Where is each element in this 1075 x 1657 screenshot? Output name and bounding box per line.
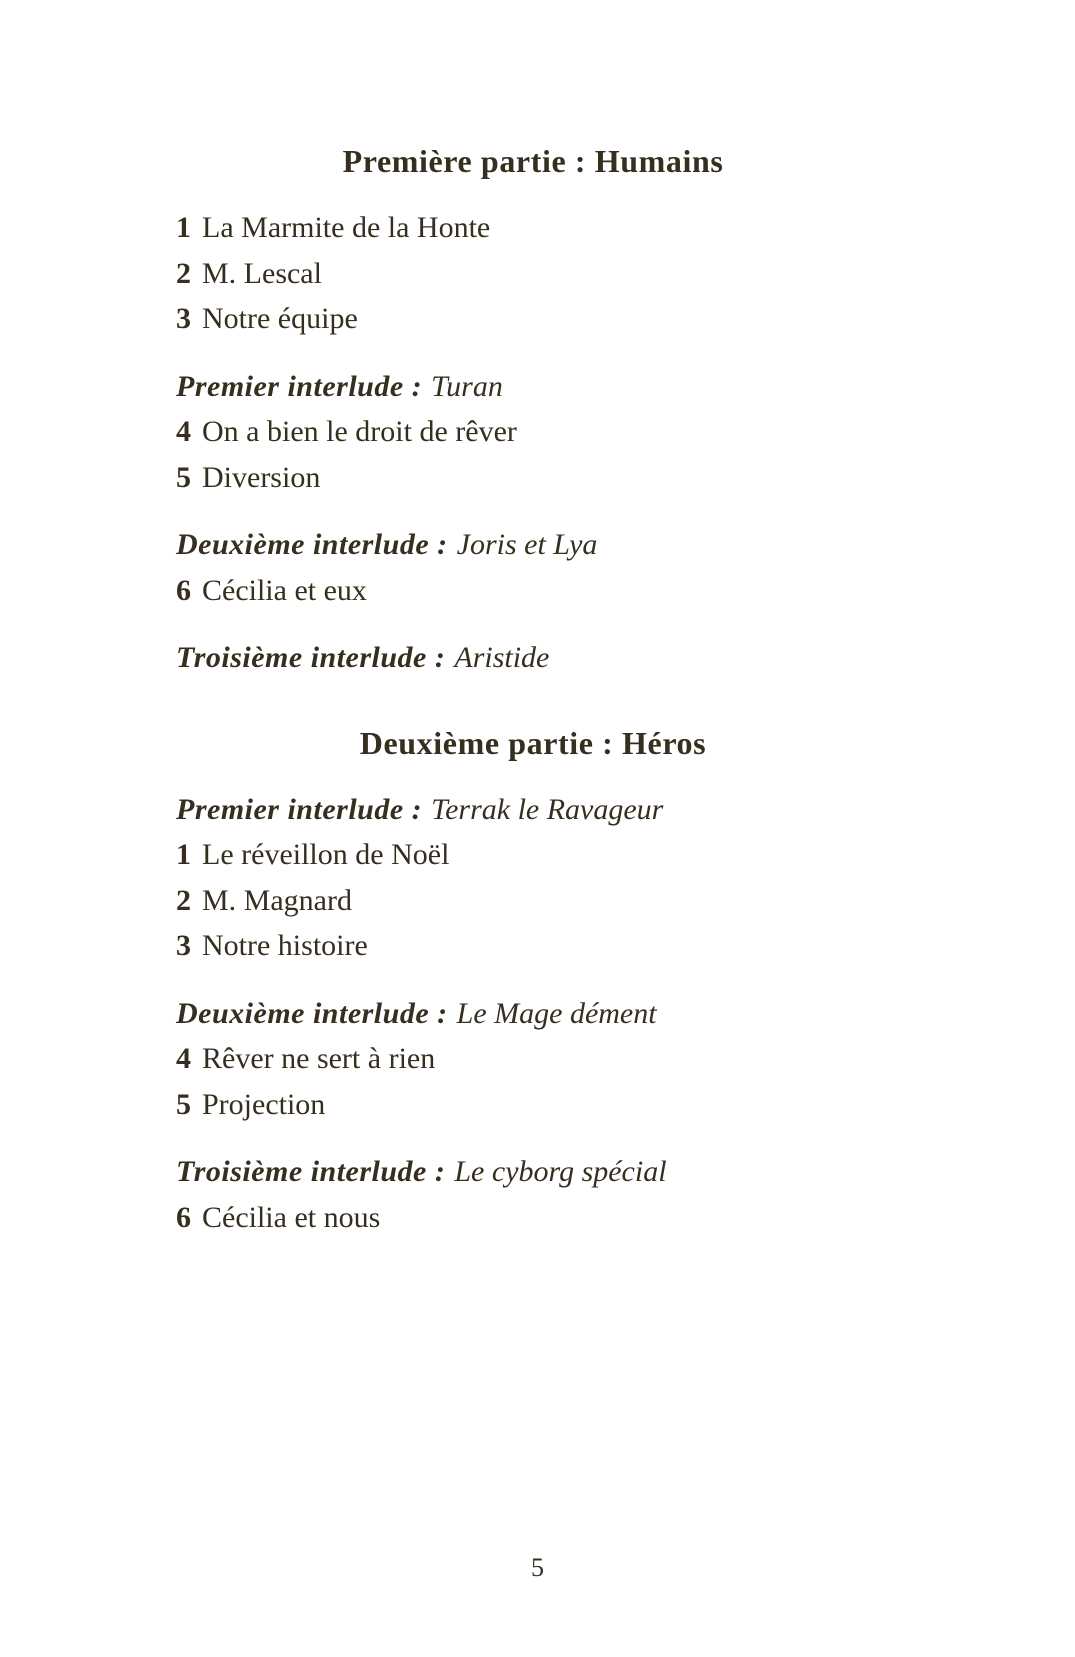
interlude-label: Troisième interlude : <box>176 1155 446 1188</box>
chapter-title: Cécilia et nous <box>202 1200 381 1234</box>
toc-entry <box>176 1195 890 1241</box>
interlude-title: Turan <box>431 369 503 403</box>
interlude-title: Le cyborg spécial <box>454 1155 667 1188</box>
interlude-label: Deuxième interlude : <box>176 996 448 1030</box>
chapter-number: 1 <box>176 838 191 871</box>
interlude-label: Troisième interlude : <box>176 641 446 674</box>
toc-entry <box>176 832 890 878</box>
chapter-number: 2 <box>176 883 191 917</box>
toc-interlude <box>176 1149 890 1195</box>
chapter-number: 1 <box>176 211 191 244</box>
interlude-label: Premier interlude : <box>176 369 423 403</box>
toc-entry <box>176 1036 890 1082</box>
toc-entry <box>176 296 890 342</box>
toc-entry <box>176 251 890 297</box>
chapter-title: Cécilia et eux <box>202 573 367 607</box>
part-title: Première partie : Humains <box>342 143 724 179</box>
chapter-number: 5 <box>176 460 191 494</box>
toc-part-2 <box>176 723 890 1241</box>
toc-entry <box>176 878 890 924</box>
toc-interlude <box>176 991 890 1037</box>
part-title: Deuxième partie : Héros <box>359 724 707 761</box>
toc-entry <box>176 205 890 251</box>
chapter-number: 5 <box>176 1087 191 1121</box>
chapter-number: 6 <box>176 573 191 607</box>
toc-part-1 <box>176 141 890 681</box>
chapter-title: On a bien le droit de rêver <box>202 415 517 448</box>
interlude-title: Terrak le Ravageur <box>431 792 664 826</box>
toc-interlude <box>176 787 890 833</box>
interlude-label: Premier interlude : <box>176 792 423 826</box>
toc-interlude <box>176 522 890 568</box>
page-number: 5 <box>531 1553 544 1582</box>
chapter-number: 2 <box>176 256 191 290</box>
chapter-title: Notre histoire <box>202 929 368 962</box>
chapter-title: Notre équipe <box>202 302 358 335</box>
chapter-title: Diversion <box>202 460 321 494</box>
toc-entry <box>176 455 890 501</box>
chapter-title: M. Magnard <box>202 883 352 917</box>
interlude-label: Deuxième interlude : <box>176 528 448 561</box>
chapter-title: M. Lescal <box>202 256 322 290</box>
interlude-title: Aristide <box>454 641 550 674</box>
chapter-title: La Marmite de la Honte <box>202 211 491 244</box>
toc-entry <box>176 568 890 614</box>
toc-entry <box>176 409 890 455</box>
toc-interlude <box>176 364 890 410</box>
interlude-title: Joris et Lya <box>456 528 598 561</box>
toc-entry <box>176 1082 890 1128</box>
chapter-number: 3 <box>176 929 191 962</box>
chapter-title: Le réveillon de Noël <box>202 838 450 871</box>
chapter-title: Projection <box>202 1087 326 1121</box>
chapter-title: Rêver ne sert à rien <box>202 1042 436 1075</box>
toc-interlude <box>176 635 890 681</box>
chapter-number: 4 <box>176 415 191 448</box>
interlude-title: Le Mage dément <box>456 996 657 1030</box>
chapter-number: 3 <box>176 302 191 335</box>
toc-entry <box>176 923 890 969</box>
chapter-number: 6 <box>176 1200 191 1234</box>
chapter-number: 4 <box>176 1042 191 1075</box>
